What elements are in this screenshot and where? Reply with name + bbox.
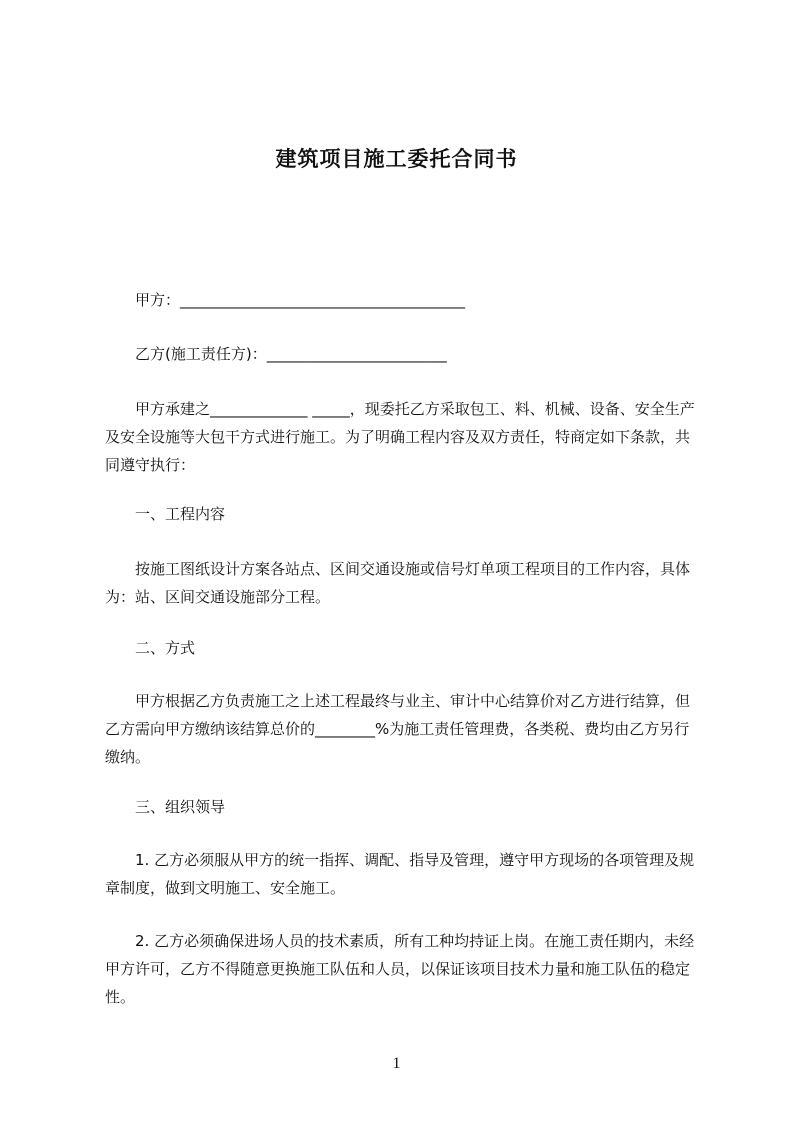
intro-paragraph: 甲方承建之_____________ _____，现委托乙方采取包工、料、机械、设备、安全生产及安全设施等大包干方式进行施工。为了明确工程内容及双方责任，特商定如下条款，共同遵守执行： (105, 400, 695, 474)
page-number: 1 (392, 1055, 401, 1072)
party-a-line: 甲方：______________________________________ (135, 291, 466, 309)
section-3-paragraph-1: 1. 乙方必须服从甲方的统一指挥、调配、指导及管理，遵守甲方现场的各项管理及规章制度，做到文明施工、安全施工。 (105, 851, 695, 897)
section-1-paragraph: 按施工图纸设计方案各站点、区间交通设施或信号灯单项工程项目的工作内容，具体为：站、区间交通设施部分工程。 (105, 560, 691, 606)
section-2-paragraph: 甲方根据乙方负责施工之上述工程最终与业主、审计中心结算价对乙方进行结算，但乙方需向甲方缴纳该结算总价的________%为施工责任管理费，各类税、费均由乙方另行缴纳。 (105, 692, 691, 766)
section-heading-2: 二、方式 (135, 639, 196, 657)
document-title: 建筑项目施工委托合同书 (275, 147, 518, 171)
section-heading-3: 三、组织领导 (135, 798, 226, 816)
party-b-line: 乙方(施工责任方)：________________________ (135, 345, 447, 363)
section-heading-1: 一、工程内容 (135, 505, 226, 523)
section-3-paragraph-2: 2. 乙方必须确保进场人员的技术素质，所有工种均持证上岗。在施工责任期内，未经甲方许可，乙方不得随意更换施工队伍和人员，以保证该项目技术力量和施工队伍的稳定性。 (105, 932, 695, 1006)
